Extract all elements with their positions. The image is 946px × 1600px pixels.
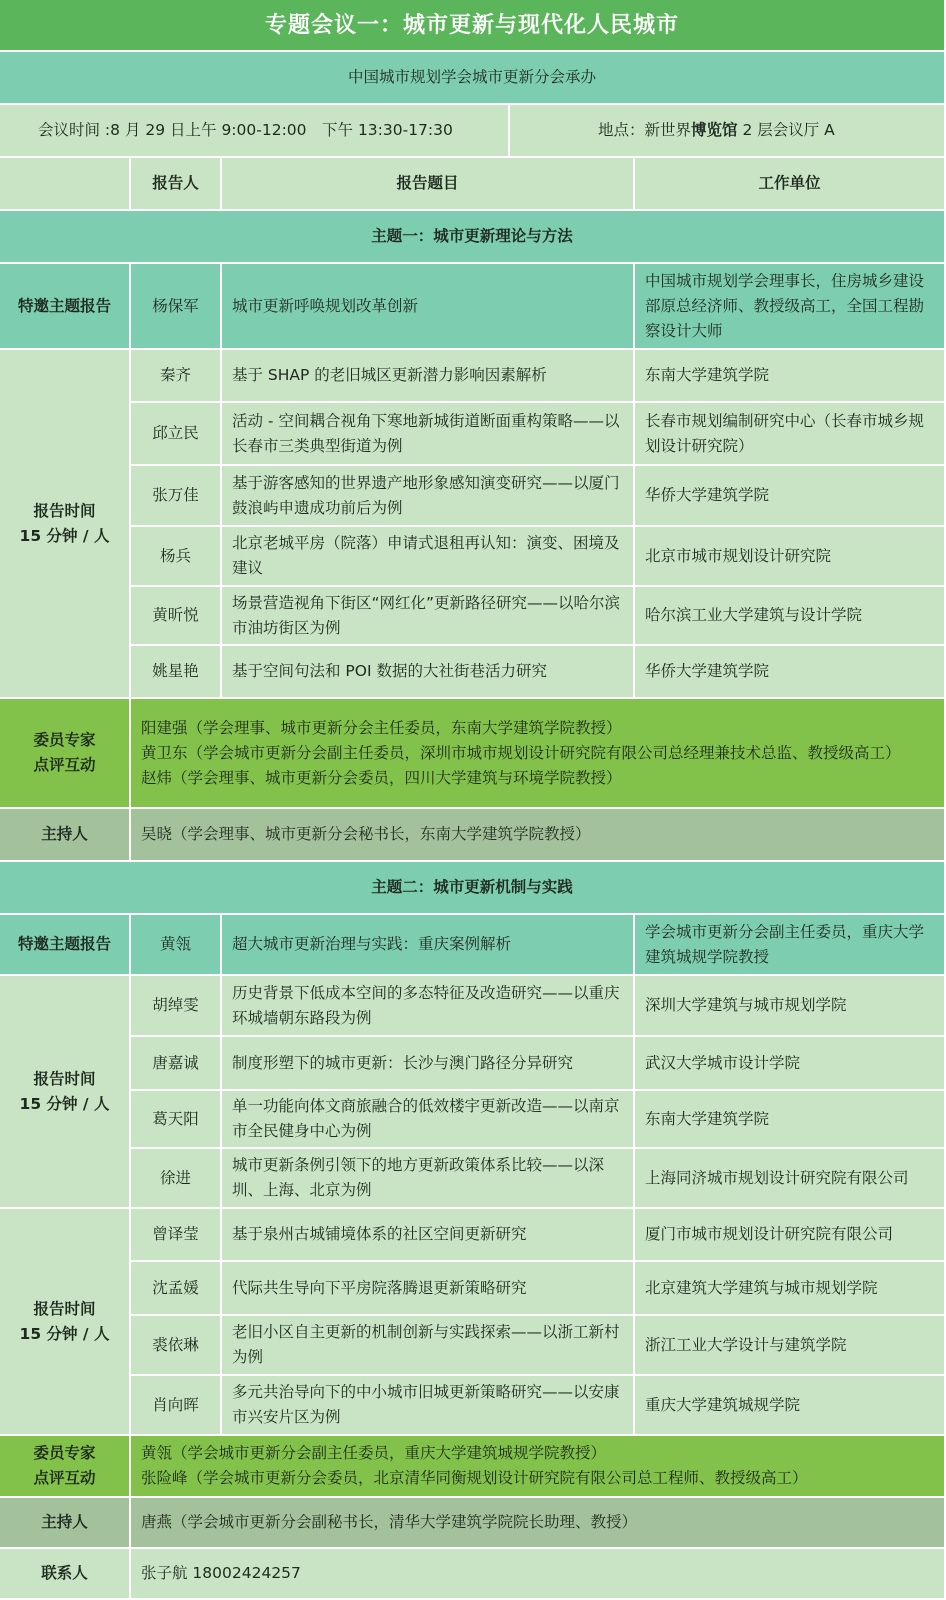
theme-1-host-label: 主持人 [0,809,131,862]
talk-topic: 北京老城平房（院落）申请式退租再认知：演变、困境及建议 [222,527,635,587]
theme-1-review-label [0,699,131,809]
reviewer: 黄瓴（学会城市更新分会副主任委员，重庆大学建筑城规学院教授） [141,1444,607,1462]
talk-speaker: 葛天阳 [131,1091,222,1149]
time-label-line-1: 报告时间 [33,1069,96,1088]
review-label-line-1: 委员专家 [33,731,96,749]
theme-1-keynote-label: 特邀主题报告 [0,264,131,350]
talk-topic: 基于游客感知的世界遗产地形象感知演变研究——以厦门鼓浪屿申遗成功前后为例 [222,466,635,527]
theme-2-host: 唐燕（学会城市更新分会副秘书长，清华大学建筑学院院长助理、教授） [131,1498,946,1549]
theme-2-review-label [0,1436,131,1498]
talk-topic: 活动 - 空间耦合视角下寒地新城街道断面重构策略——以长春市三类典型街道为例 [222,403,635,466]
talk-unit: 北京建筑大学建筑与城市规划学院 [635,1262,946,1316]
talk-unit: 哈尔滨工业大学建筑与设计学院 [635,587,946,646]
talk-unit: 东南大学建筑学院 [635,1091,946,1149]
keynote-topic: 超大城市更新治理与实践：重庆案例解析 [222,915,635,976]
organizer-row: 中国城市规划学会城市更新分会承办 [0,52,946,105]
talk-speaker: 肖向晖 [131,1376,222,1436]
contact-label: 联系人 [0,1549,131,1600]
talk-unit: 上海同济城市规划设计研究院有限公司 [635,1149,946,1209]
keynote-topic: 城市更新呼唤规划改革创新 [222,264,635,350]
review-label-line-2: 点评互动 [33,1469,96,1487]
keynote-unit: 学会城市更新分会副主任委员，重庆大学建筑城规学院教授 [635,915,946,976]
talk-topic: 历史背景下低成本空间的多态特征及改造研究——以重庆环城墙朝东路段为例 [222,976,635,1037]
theme-1-title: 主题一：城市更新理论与方法 [0,211,946,264]
keynote-unit: 中国城市规划学会理事长，住房城乡建设部原总经济师、教授级高工，全国工程勘察设计大师 [635,264,946,350]
talk-speaker: 裘依琳 [131,1316,222,1376]
talk-speaker: 曾译莹 [131,1209,222,1262]
review-label-line-1: 委员专家 [33,1444,96,1462]
talk-topic: 基于泉州古城铺境体系的社区空间更新研究 [222,1209,635,1262]
meeting-time: 会议时间 :8 月 29 日上午 9:00-12:00 下午 13:30-17:30 [0,105,510,158]
talk-unit: 厦门市城市规划设计研究院有限公司 [635,1209,946,1262]
talk-topic: 城市更新条例引领下的地方更新政策体系比较——以深圳、上海、北京为例 [222,1149,635,1209]
time-label-line-2: 15 分钟 / 人 [19,526,110,545]
time-label-line-1: 报告时间 [33,1299,96,1318]
header-unit: 工作单位 [635,158,946,211]
header-topic: 报告题目 [222,158,635,211]
theme-1-time-label [0,350,131,699]
talk-unit: 重庆大学建筑城规学院 [635,1376,946,1436]
talk-speaker: 张万佳 [131,466,222,527]
talk-topic: 基于空间句法和 POI 数据的大社街巷活力研究 [222,646,635,699]
talk-speaker: 姚星艳 [131,646,222,699]
talk-unit: 武汉大学城市设计学院 [635,1037,946,1091]
reviewer: 黄卫东（学会城市更新分会副主任委员，深圳市城市规划设计研究院有限公司总经理兼技术总监、教授级高工） [141,743,901,762]
keynote-speaker: 黄瓴 [131,915,222,976]
talk-unit: 浙江工业大学设计与建筑学院 [635,1316,946,1376]
talk-speaker: 胡绰雯 [131,976,222,1037]
talk-topic: 多元共治导向下的中小城市旧城更新策略研究——以安康市兴安片区为例 [222,1376,635,1436]
reviewer: 张险峰（学会城市更新分会委员，北京清华同衡规划设计研究院有限公司总工程师、教授级高工） [141,1469,808,1487]
header-speaker: 报告人 [131,158,222,211]
talk-speaker: 沈孟媛 [131,1262,222,1316]
talk-speaker: 杨兵 [131,527,222,587]
keynote-speaker: 杨保军 [131,264,222,350]
talk-speaker: 秦齐 [131,350,222,403]
header-blank [0,158,131,211]
talk-topic: 基于 SHAP 的老旧城区更新潜力影响因素解析 [222,350,635,403]
venue-name: 博览馆 [691,121,738,139]
reviewer: 赵炜（学会理事、城市更新分会委员，四川大学建筑与环境学院教授） [141,768,622,787]
talk-topic: 代际共生导向下平房院落腾退更新策略研究 [222,1262,635,1316]
theme-2-keynote-label: 特邀主题报告 [0,915,131,976]
theme-2-time-label-b [0,1209,131,1436]
theme-1-host: 吴晓（学会理事、城市更新分会秘书长，东南大学建筑学院教授） [131,809,946,862]
meeting-venue: 地点：新世界博览馆 2 层会议厅 A [510,105,946,158]
talk-topic: 老旧小区自主更新的机制创新与实践探索——以浙工新村为例 [222,1316,635,1376]
talk-speaker: 黄昕悦 [131,587,222,646]
time-label-line-1: 报告时间 [33,501,96,520]
theme-2-title: 主题二：城市更新机制与实践 [0,862,946,915]
contact-info: 张子航 18002424257 [131,1549,946,1600]
reviewer: 阳建强（学会理事、城市更新分会主任委员，东南大学建筑学院教授） [141,718,622,737]
theme-2-time-label-a [0,976,131,1209]
review-label-line-2: 点评互动 [33,756,96,774]
talk-unit: 北京市城市规划设计研究院 [635,527,946,587]
talk-unit: 深圳大学建筑与城市规划学院 [635,976,946,1037]
time-label-line-2: 15 分钟 / 人 [19,1094,110,1113]
theme-2-host-label: 主持人 [0,1498,131,1549]
talk-unit: 华侨大学建筑学院 [635,466,946,527]
talk-topic: 场景营造视角下街区“网红化”更新路径研究——以哈尔滨市油坊街区为例 [222,587,635,646]
talk-topic: 单一功能向体文商旅融合的低效楼宇更新改造——以南京市全民健身中心为例 [222,1091,635,1149]
talk-unit: 华侨大学建筑学院 [635,646,946,699]
theme-1-reviewers [131,699,946,809]
session-title: 专题会议一：城市更新与现代化人民城市 [0,0,946,52]
talk-speaker: 邱立民 [131,403,222,466]
talk-unit: 东南大学建筑学院 [635,350,946,403]
talk-speaker: 唐嘉诚 [131,1037,222,1091]
talk-unit: 长春市规划编制研究中心（长春市城乡规划设计研究院） [635,403,946,466]
theme-2-reviewers [131,1436,946,1498]
time-label-line-2: 15 分钟 / 人 [19,1324,110,1343]
talk-topic: 制度形塑下的城市更新：长沙与澳门路径分异研究 [222,1037,635,1091]
talk-speaker: 徐进 [131,1149,222,1209]
